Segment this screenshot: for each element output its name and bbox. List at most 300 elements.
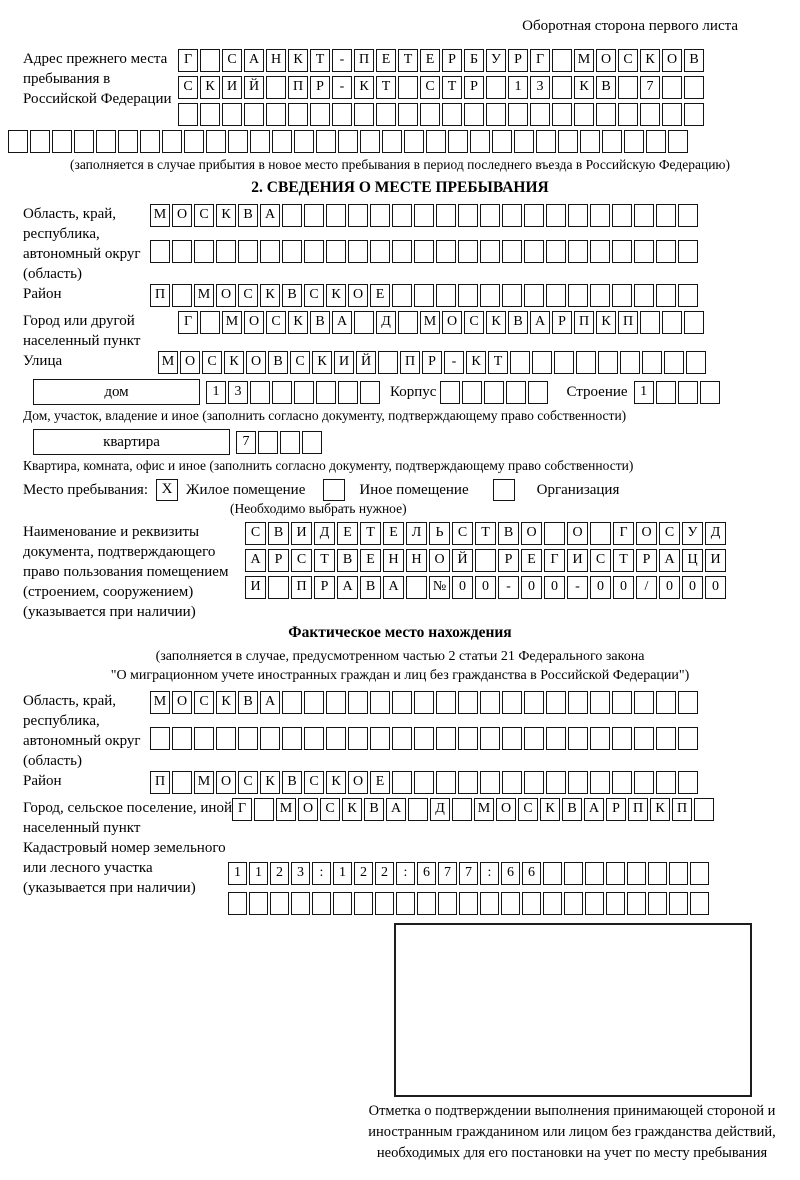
char-cell[interactable]: О bbox=[246, 351, 266, 374]
char-cell[interactable]: О bbox=[348, 284, 368, 307]
char-cell[interactable] bbox=[532, 351, 552, 374]
char-cell[interactable]: В bbox=[268, 351, 288, 374]
char-cell[interactable] bbox=[524, 204, 544, 227]
char-cell[interactable] bbox=[282, 727, 302, 750]
char-cell[interactable] bbox=[458, 727, 478, 750]
char-cell[interactable] bbox=[396, 892, 415, 915]
char-cell[interactable]: 1 bbox=[508, 76, 528, 99]
char-cell[interactable]: 1 bbox=[634, 381, 654, 404]
char-cell[interactable] bbox=[260, 727, 280, 750]
char-cell[interactable] bbox=[486, 103, 506, 126]
char-cell[interactable] bbox=[354, 311, 374, 334]
char-cell[interactable]: В bbox=[508, 311, 528, 334]
char-cell[interactable] bbox=[552, 49, 572, 72]
char-cell[interactable] bbox=[162, 130, 182, 153]
char-cell[interactable] bbox=[440, 381, 460, 404]
char-cell[interactable] bbox=[272, 381, 292, 404]
char-cell[interactable]: К bbox=[326, 284, 346, 307]
char-cell[interactable]: - bbox=[444, 351, 464, 374]
char-cell[interactable] bbox=[678, 204, 698, 227]
char-cell[interactable] bbox=[634, 727, 654, 750]
char-cell[interactable] bbox=[554, 351, 574, 374]
char-cell[interactable]: О bbox=[244, 311, 264, 334]
char-cell[interactable] bbox=[338, 130, 358, 153]
char-cell[interactable] bbox=[656, 727, 676, 750]
char-cell[interactable] bbox=[338, 381, 358, 404]
char-cell[interactable]: П bbox=[150, 284, 170, 307]
char-cell[interactable] bbox=[404, 130, 424, 153]
char-cell[interactable] bbox=[426, 130, 446, 153]
char-cell[interactable]: Д bbox=[314, 522, 335, 545]
char-cell[interactable]: - bbox=[498, 576, 519, 599]
char-cell[interactable] bbox=[150, 727, 170, 750]
char-cell[interactable] bbox=[618, 76, 638, 99]
char-cell[interactable]: Л bbox=[406, 522, 427, 545]
char-cell[interactable]: О bbox=[216, 284, 236, 307]
char-cell[interactable]: И bbox=[567, 549, 588, 572]
char-cell[interactable]: Т bbox=[310, 49, 330, 72]
char-cell[interactable]: О bbox=[662, 49, 682, 72]
char-cell[interactable] bbox=[294, 130, 314, 153]
char-cell[interactable] bbox=[543, 892, 562, 915]
char-cell[interactable] bbox=[648, 862, 667, 885]
char-cell[interactable]: Й bbox=[244, 76, 264, 99]
char-cell[interactable] bbox=[502, 204, 522, 227]
char-cell[interactable] bbox=[326, 204, 346, 227]
char-cell[interactable]: Т bbox=[488, 351, 508, 374]
char-cell[interactable] bbox=[648, 892, 667, 915]
char-cell[interactable] bbox=[524, 727, 544, 750]
char-cell[interactable]: С bbox=[590, 549, 611, 572]
char-cell[interactable]: С bbox=[320, 798, 340, 821]
char-cell[interactable] bbox=[612, 727, 632, 750]
char-cell[interactable] bbox=[291, 892, 310, 915]
char-cell[interactable]: Д bbox=[705, 522, 726, 545]
char-cell[interactable] bbox=[612, 284, 632, 307]
char-cell[interactable]: П bbox=[628, 798, 648, 821]
char-cell[interactable]: В bbox=[310, 311, 330, 334]
char-cell[interactable] bbox=[392, 204, 412, 227]
char-cell[interactable]: В bbox=[684, 49, 704, 72]
char-cell[interactable] bbox=[598, 351, 618, 374]
char-cell[interactable]: К bbox=[540, 798, 560, 821]
char-cell[interactable] bbox=[392, 727, 412, 750]
char-cell[interactable] bbox=[678, 691, 698, 714]
char-cell[interactable] bbox=[464, 103, 484, 126]
char-cell[interactable]: Р bbox=[464, 76, 484, 99]
char-cell[interactable]: С bbox=[304, 284, 324, 307]
char-cell[interactable]: Й bbox=[356, 351, 376, 374]
char-cell[interactable] bbox=[690, 862, 709, 885]
char-cell[interactable] bbox=[376, 103, 396, 126]
char-cell[interactable] bbox=[612, 204, 632, 227]
char-cell[interactable]: К bbox=[596, 311, 616, 334]
char-cell[interactable] bbox=[310, 103, 330, 126]
char-cell[interactable]: М bbox=[194, 771, 214, 794]
char-cell[interactable] bbox=[316, 130, 336, 153]
char-cell[interactable] bbox=[612, 240, 632, 263]
char-cell[interactable]: К bbox=[326, 771, 346, 794]
char-cell[interactable] bbox=[634, 691, 654, 714]
char-cell[interactable]: 2 bbox=[354, 862, 373, 885]
char-cell[interactable] bbox=[436, 240, 456, 263]
char-cell[interactable] bbox=[326, 240, 346, 263]
char-cell[interactable] bbox=[375, 892, 394, 915]
char-cell[interactable] bbox=[414, 204, 434, 227]
char-cell[interactable] bbox=[590, 727, 610, 750]
char-cell[interactable]: К bbox=[486, 311, 506, 334]
char-cell[interactable]: К bbox=[216, 204, 236, 227]
char-cell[interactable]: С bbox=[659, 522, 680, 545]
char-cell[interactable]: О bbox=[180, 351, 200, 374]
char-cell[interactable]: А bbox=[332, 311, 352, 334]
char-cell[interactable]: Т bbox=[613, 549, 634, 572]
char-cell[interactable] bbox=[406, 576, 427, 599]
char-cell[interactable] bbox=[606, 862, 625, 885]
char-cell[interactable] bbox=[546, 691, 566, 714]
char-cell[interactable]: 1 bbox=[333, 862, 352, 885]
char-cell[interactable]: У bbox=[682, 522, 703, 545]
char-cell[interactable]: 7 bbox=[640, 76, 660, 99]
char-cell[interactable] bbox=[354, 103, 374, 126]
char-cell[interactable] bbox=[417, 892, 436, 915]
char-cell[interactable]: Р bbox=[442, 49, 462, 72]
char-cell[interactable]: - bbox=[332, 49, 352, 72]
char-cell[interactable]: 7 bbox=[438, 862, 457, 885]
char-cell[interactable] bbox=[254, 798, 274, 821]
char-cell[interactable] bbox=[238, 240, 258, 263]
char-cell[interactable]: Ь bbox=[429, 522, 450, 545]
char-cell[interactable]: В bbox=[268, 522, 289, 545]
char-cell[interactable]: С bbox=[194, 691, 214, 714]
char-cell[interactable] bbox=[8, 130, 28, 153]
char-cell[interactable] bbox=[564, 892, 583, 915]
char-cell[interactable] bbox=[590, 771, 610, 794]
char-cell[interactable] bbox=[568, 284, 588, 307]
char-cell[interactable] bbox=[420, 103, 440, 126]
char-cell[interactable] bbox=[268, 576, 289, 599]
char-cell[interactable]: С bbox=[202, 351, 222, 374]
char-cell[interactable] bbox=[640, 311, 660, 334]
char-cell[interactable] bbox=[480, 771, 500, 794]
char-cell[interactable] bbox=[414, 771, 434, 794]
char-cell[interactable] bbox=[414, 284, 434, 307]
char-cell[interactable] bbox=[312, 892, 331, 915]
char-cell[interactable] bbox=[370, 691, 390, 714]
char-cell[interactable] bbox=[686, 351, 706, 374]
char-cell[interactable] bbox=[249, 892, 268, 915]
char-cell[interactable] bbox=[436, 771, 456, 794]
char-cell[interactable] bbox=[612, 771, 632, 794]
char-cell[interactable] bbox=[564, 862, 583, 885]
char-cell[interactable] bbox=[414, 240, 434, 263]
char-cell[interactable] bbox=[194, 240, 214, 263]
char-cell[interactable] bbox=[360, 130, 380, 153]
char-cell[interactable]: Г bbox=[530, 49, 550, 72]
char-cell[interactable] bbox=[492, 130, 512, 153]
char-cell[interactable]: 6 bbox=[522, 862, 541, 885]
char-cell[interactable] bbox=[370, 204, 390, 227]
char-cell[interactable]: С bbox=[452, 522, 473, 545]
char-cell[interactable]: М bbox=[222, 311, 242, 334]
char-cell[interactable] bbox=[436, 204, 456, 227]
char-cell[interactable]: 1 bbox=[228, 862, 247, 885]
char-cell[interactable]: К bbox=[260, 771, 280, 794]
char-cell[interactable]: Р bbox=[636, 549, 657, 572]
char-cell[interactable]: 0 bbox=[659, 576, 680, 599]
char-cell[interactable]: М bbox=[150, 691, 170, 714]
char-cell[interactable]: О bbox=[442, 311, 462, 334]
char-cell[interactable] bbox=[627, 892, 646, 915]
char-cell[interactable] bbox=[436, 727, 456, 750]
char-cell[interactable] bbox=[414, 727, 434, 750]
char-cell[interactable] bbox=[436, 691, 456, 714]
char-cell[interactable]: Н bbox=[406, 549, 427, 572]
char-cell[interactable] bbox=[458, 284, 478, 307]
char-cell[interactable]: 0 bbox=[590, 576, 611, 599]
char-cell[interactable] bbox=[580, 130, 600, 153]
char-cell[interactable]: 6 bbox=[501, 862, 520, 885]
char-cell[interactable]: А bbox=[386, 798, 406, 821]
char-cell[interactable] bbox=[606, 892, 625, 915]
char-cell[interactable]: К bbox=[342, 798, 362, 821]
char-cell[interactable]: 0 bbox=[521, 576, 542, 599]
char-cell[interactable]: М bbox=[276, 798, 296, 821]
char-cell[interactable] bbox=[194, 727, 214, 750]
char-cell[interactable] bbox=[620, 351, 640, 374]
char-cell[interactable] bbox=[414, 691, 434, 714]
char-cell[interactable] bbox=[590, 691, 610, 714]
char-cell[interactable] bbox=[326, 727, 346, 750]
char-cell[interactable] bbox=[662, 76, 682, 99]
checkbox-zhiloe-pomeshchenie[interactable]: X bbox=[156, 479, 178, 501]
char-cell[interactable]: М bbox=[158, 351, 178, 374]
char-cell[interactable] bbox=[684, 103, 704, 126]
char-cell[interactable] bbox=[282, 240, 302, 263]
char-cell[interactable] bbox=[656, 204, 676, 227]
char-cell[interactable] bbox=[684, 311, 704, 334]
char-cell[interactable]: Р bbox=[422, 351, 442, 374]
char-cell[interactable]: 0 bbox=[544, 576, 565, 599]
char-cell[interactable]: М bbox=[474, 798, 494, 821]
char-cell[interactable] bbox=[552, 103, 572, 126]
char-cell[interactable] bbox=[302, 431, 322, 454]
char-cell[interactable] bbox=[546, 240, 566, 263]
char-cell[interactable] bbox=[288, 103, 308, 126]
char-cell[interactable] bbox=[172, 727, 192, 750]
char-cell[interactable] bbox=[618, 103, 638, 126]
char-cell[interactable]: А bbox=[244, 49, 264, 72]
char-cell[interactable]: С bbox=[178, 76, 198, 99]
char-cell[interactable]: А bbox=[584, 798, 604, 821]
char-cell[interactable] bbox=[678, 381, 698, 404]
char-cell[interactable]: С bbox=[245, 522, 266, 545]
char-cell[interactable] bbox=[458, 240, 478, 263]
char-cell[interactable] bbox=[602, 130, 622, 153]
char-cell[interactable]: И bbox=[334, 351, 354, 374]
char-cell[interactable]: Д bbox=[376, 311, 396, 334]
char-cell[interactable]: А bbox=[260, 691, 280, 714]
char-cell[interactable] bbox=[398, 76, 418, 99]
char-cell[interactable] bbox=[502, 691, 522, 714]
char-cell[interactable] bbox=[546, 771, 566, 794]
char-cell[interactable] bbox=[522, 892, 541, 915]
char-cell[interactable] bbox=[458, 771, 478, 794]
char-cell[interactable] bbox=[524, 771, 544, 794]
char-cell[interactable] bbox=[662, 103, 682, 126]
char-cell[interactable]: С bbox=[518, 798, 538, 821]
char-cell[interactable]: М bbox=[574, 49, 594, 72]
char-cell[interactable] bbox=[524, 691, 544, 714]
char-cell[interactable]: Г bbox=[544, 549, 565, 572]
char-cell[interactable]: 6 bbox=[417, 862, 436, 885]
char-cell[interactable] bbox=[634, 771, 654, 794]
char-cell[interactable]: 0 bbox=[705, 576, 726, 599]
char-cell[interactable] bbox=[486, 76, 506, 99]
char-cell[interactable]: 2 bbox=[375, 862, 394, 885]
char-cell[interactable] bbox=[568, 691, 588, 714]
char-cell[interactable]: Т bbox=[398, 49, 418, 72]
char-cell[interactable]: С bbox=[266, 311, 286, 334]
char-cell[interactable] bbox=[552, 76, 572, 99]
char-cell[interactable] bbox=[590, 240, 610, 263]
char-cell[interactable]: Е bbox=[370, 771, 390, 794]
char-cell[interactable] bbox=[524, 284, 544, 307]
char-cell[interactable]: А bbox=[245, 549, 266, 572]
char-cell[interactable] bbox=[656, 284, 676, 307]
char-cell[interactable]: Р bbox=[508, 49, 528, 72]
char-cell[interactable] bbox=[452, 798, 472, 821]
char-cell[interactable] bbox=[642, 351, 662, 374]
char-cell[interactable] bbox=[408, 798, 428, 821]
char-cell[interactable]: № bbox=[429, 576, 450, 599]
char-cell[interactable]: : bbox=[312, 862, 331, 885]
char-cell[interactable] bbox=[546, 727, 566, 750]
char-cell[interactable]: М bbox=[194, 284, 214, 307]
char-cell[interactable] bbox=[544, 522, 565, 545]
char-cell[interactable]: К bbox=[224, 351, 244, 374]
char-cell[interactable] bbox=[370, 727, 390, 750]
char-cell[interactable] bbox=[172, 284, 192, 307]
char-cell[interactable]: О bbox=[429, 549, 450, 572]
char-cell[interactable] bbox=[316, 381, 336, 404]
char-cell[interactable] bbox=[348, 691, 368, 714]
char-cell[interactable] bbox=[546, 204, 566, 227]
char-cell[interactable] bbox=[524, 240, 544, 263]
char-cell[interactable]: П bbox=[400, 351, 420, 374]
char-cell[interactable]: О bbox=[636, 522, 657, 545]
char-cell[interactable]: Б bbox=[464, 49, 484, 72]
char-cell[interactable] bbox=[200, 49, 220, 72]
char-cell[interactable] bbox=[662, 311, 682, 334]
char-cell[interactable] bbox=[585, 862, 604, 885]
char-cell[interactable] bbox=[612, 691, 632, 714]
char-cell[interactable] bbox=[448, 130, 468, 153]
char-cell[interactable] bbox=[392, 771, 412, 794]
char-cell[interactable] bbox=[502, 771, 522, 794]
char-cell[interactable] bbox=[480, 727, 500, 750]
char-cell[interactable] bbox=[326, 691, 346, 714]
char-cell[interactable] bbox=[558, 130, 578, 153]
char-cell[interactable]: Й bbox=[452, 549, 473, 572]
char-cell[interactable]: К bbox=[640, 49, 660, 72]
char-cell[interactable] bbox=[442, 103, 462, 126]
char-cell[interactable] bbox=[354, 892, 373, 915]
char-cell[interactable]: 1 bbox=[249, 862, 268, 885]
char-cell[interactable] bbox=[228, 130, 248, 153]
char-cell[interactable]: И bbox=[222, 76, 242, 99]
char-cell[interactable] bbox=[250, 381, 270, 404]
char-cell[interactable]: О bbox=[348, 771, 368, 794]
char-cell[interactable] bbox=[568, 727, 588, 750]
char-cell[interactable]: С bbox=[238, 771, 258, 794]
char-cell[interactable] bbox=[684, 76, 704, 99]
char-cell[interactable] bbox=[656, 691, 676, 714]
char-cell[interactable] bbox=[510, 351, 530, 374]
char-cell[interactable]: К bbox=[260, 284, 280, 307]
char-cell[interactable] bbox=[669, 862, 688, 885]
char-cell[interactable]: П bbox=[618, 311, 638, 334]
char-cell[interactable] bbox=[501, 892, 520, 915]
char-cell[interactable]: / bbox=[636, 576, 657, 599]
char-cell[interactable] bbox=[250, 130, 270, 153]
char-cell[interactable] bbox=[178, 103, 198, 126]
char-cell[interactable]: Е bbox=[420, 49, 440, 72]
char-cell[interactable] bbox=[568, 771, 588, 794]
char-cell[interactable] bbox=[678, 771, 698, 794]
char-cell[interactable]: Р bbox=[498, 549, 519, 572]
char-cell[interactable] bbox=[304, 240, 324, 263]
char-cell[interactable] bbox=[458, 204, 478, 227]
char-cell[interactable] bbox=[348, 204, 368, 227]
checkbox-organizatsiya[interactable] bbox=[493, 479, 515, 501]
char-cell[interactable] bbox=[678, 284, 698, 307]
char-cell[interactable] bbox=[392, 284, 412, 307]
char-cell[interactable] bbox=[96, 130, 116, 153]
char-cell[interactable] bbox=[470, 130, 490, 153]
char-cell[interactable]: П bbox=[150, 771, 170, 794]
char-cell[interactable] bbox=[118, 130, 138, 153]
char-cell[interactable] bbox=[258, 431, 278, 454]
char-cell[interactable] bbox=[574, 103, 594, 126]
char-cell[interactable]: Р bbox=[268, 549, 289, 572]
char-cell[interactable] bbox=[624, 130, 644, 153]
char-cell[interactable]: 7 bbox=[236, 431, 256, 454]
char-cell[interactable]: А bbox=[260, 204, 280, 227]
char-cell[interactable]: - bbox=[332, 76, 352, 99]
char-cell[interactable]: Е bbox=[337, 522, 358, 545]
char-cell[interactable] bbox=[304, 691, 324, 714]
char-cell[interactable]: С bbox=[420, 76, 440, 99]
char-cell[interactable]: Т bbox=[360, 522, 381, 545]
char-cell[interactable]: 7 bbox=[459, 862, 478, 885]
char-cell[interactable]: М bbox=[420, 311, 440, 334]
char-cell[interactable]: С bbox=[304, 771, 324, 794]
checkbox-inoe-pomeshchenie[interactable] bbox=[323, 479, 345, 501]
char-cell[interactable]: К bbox=[312, 351, 332, 374]
char-cell[interactable]: В bbox=[238, 691, 258, 714]
char-cell[interactable]: В bbox=[238, 204, 258, 227]
char-cell[interactable] bbox=[656, 771, 676, 794]
char-cell[interactable]: Ц bbox=[682, 549, 703, 572]
char-cell[interactable] bbox=[484, 381, 504, 404]
char-cell[interactable] bbox=[282, 691, 302, 714]
char-cell[interactable] bbox=[576, 351, 596, 374]
char-cell[interactable]: 0 bbox=[682, 576, 703, 599]
char-cell[interactable] bbox=[530, 103, 550, 126]
char-cell[interactable]: С bbox=[618, 49, 638, 72]
char-cell[interactable]: О bbox=[496, 798, 516, 821]
